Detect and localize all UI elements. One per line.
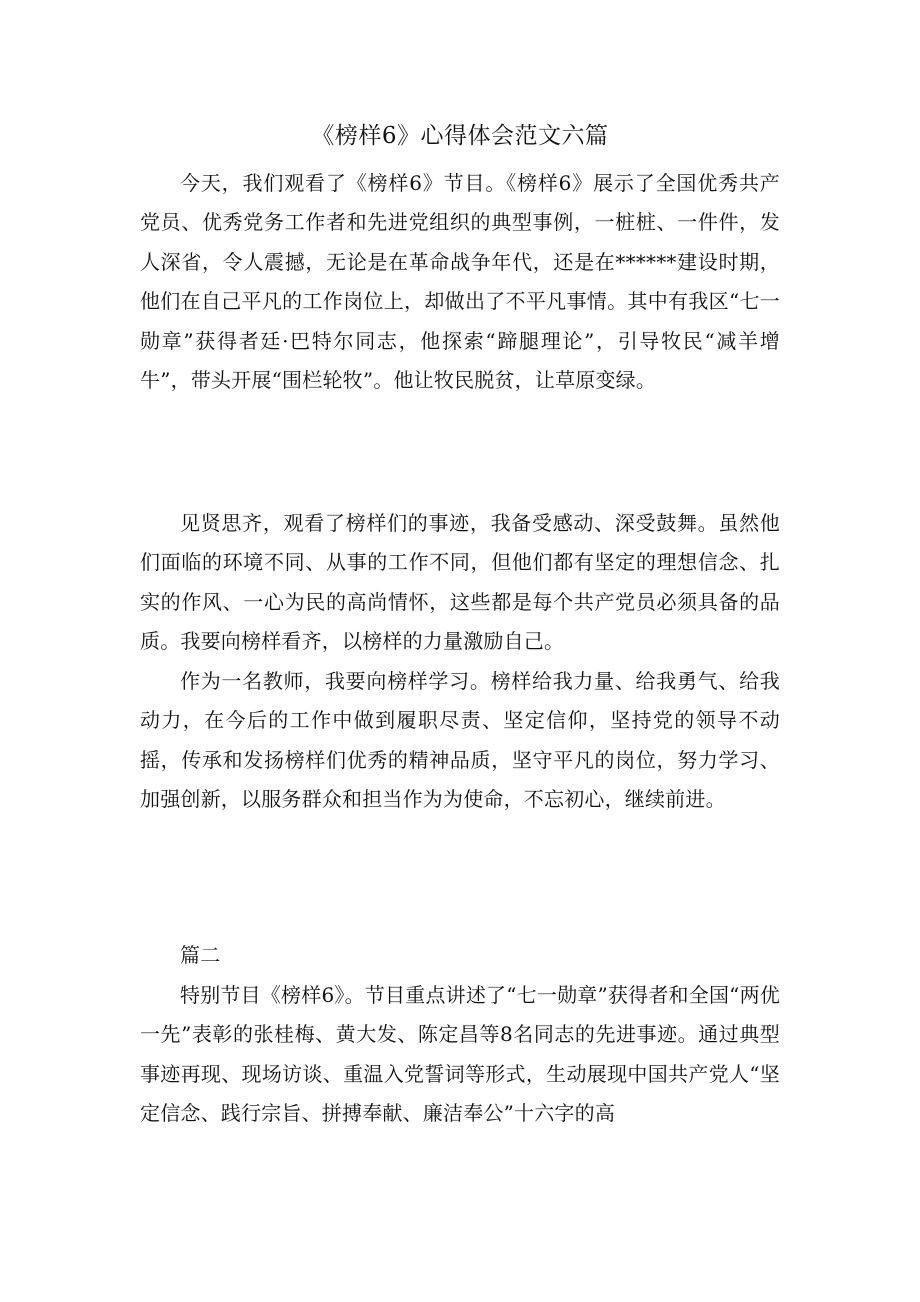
paragraph-1: 今天，我们观看了《榜样6》节目。《榜样6》展示了全国优秀共产党员、优秀党务工作者和先进党组织的典型事例，一桩桩、一件件，发人深省，令人震撼，无论是在革命战争年代，还是在******建设时期，他们在自己平凡的工作岗位上，却做出了不平凡事情。其中有我区“七一勋章”获得者廷·巴特尔同志，他探索“蹄腿理论”，引导牧民“减羊增牛”，带头开展“围栏轮牧”。他让牧民脱贫，让草原变绿。 — [140, 171, 780, 393]
document-title: 《榜样6》心得体会范文六篇 — [311, 123, 609, 149]
section-2-paragraph: 特别节目《榜样6》。节目重点讲述了“七一勋章”获得者和全国“两优一先”表彰的张桂梅、黄大发、陈定昌等8名同志的先进事迹。通过典型事迹再现、现场访谈、重温入党誓词等形式，生动展现中国共产党人“坚定信念、践行宗旨、拼搏奉献、廉洁奉公”十六字的高 — [140, 983, 780, 1126]
section-heading-2: 篇二 — [180, 943, 221, 967]
paragraph-2: 见贤思齐，观看了榜样们的事迹，我备受感动、深受鼓舞。虽然他们面临的环境不同、从事的工作不同，但他们都有坚定的理想信念、扎实的作风、一心为民的高尚情怀，这些都是每个共产党员必须具备的品质。我要向榜样看齐，以榜样的力量激励自己。 — [140, 511, 780, 654]
paragraph-3: 作为一名教师，我要向榜样学习。榜样给我力量、给我勇气、给我动力，在今后的工作中做到履职尽责、坚定信仰，坚持党的领导不动摇，传承和发扬榜样们优秀的精神品质，坚守平凡的岗位，努力学习、加强创新，以服务群众和担当作为为使命，不忘初心，继续前进。 — [140, 669, 780, 812]
